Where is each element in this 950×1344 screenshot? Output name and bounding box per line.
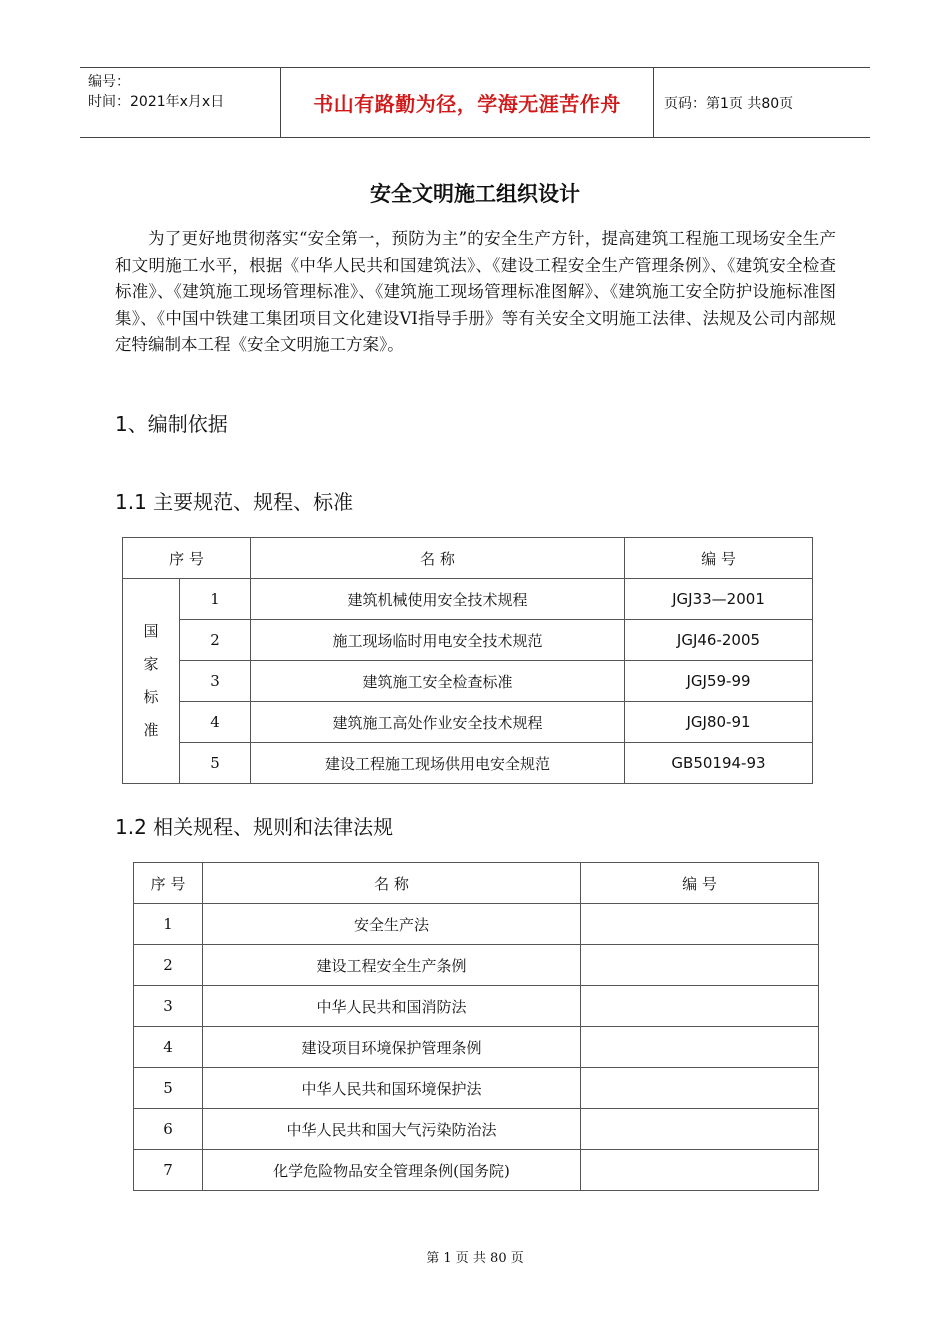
- row-name: 建设工程施工现场供用电安全规范: [251, 743, 625, 784]
- row-no: 6: [134, 1109, 203, 1150]
- row-code: [581, 1109, 819, 1150]
- row-no: 7: [134, 1150, 203, 1191]
- row-no: 3: [180, 661, 251, 702]
- regulations-table: [133, 862, 819, 1191]
- page-header: [80, 67, 870, 138]
- row-no: 5: [134, 1068, 203, 1109]
- table-row: [134, 945, 819, 986]
- row-name: 建设项目环境保护管理条例: [203, 1027, 581, 1068]
- col-header-code: 编 号: [581, 863, 819, 904]
- row-name: 建筑施工高处作业安全技术规程: [251, 702, 625, 743]
- row-code: [581, 1027, 819, 1068]
- group-label-national-standard: [123, 579, 180, 784]
- row-no: 2: [180, 620, 251, 661]
- row-name: 施工现场临时用电安全技术规范: [251, 620, 625, 661]
- header-meta: [80, 68, 280, 137]
- row-code: JGJ59-99: [625, 661, 813, 702]
- section-1-1-heading: 1.1 主要规范、规程、标准: [115, 490, 354, 514]
- table-header-row: [123, 538, 813, 579]
- group-label-char: 标: [143, 688, 159, 706]
- serial-label: 编号：: [88, 74, 130, 90]
- time-label: 时间：2021年x月x日: [88, 94, 225, 110]
- row-code: GB50194-93: [625, 743, 813, 784]
- row-name: 中华人民共和国环境保护法: [203, 1068, 581, 1109]
- row-no: 2: [134, 945, 203, 986]
- row-name: 中华人民共和国大气污染防治法: [203, 1109, 581, 1150]
- row-no: 3: [134, 986, 203, 1027]
- table-row: [123, 579, 813, 620]
- table-row: [123, 661, 813, 702]
- col-header-name: 名 称: [251, 538, 625, 579]
- group-label-char: 家: [143, 655, 159, 673]
- row-no: 5: [180, 743, 251, 784]
- row-code: JGJ46-2005: [625, 620, 813, 661]
- row-no: 1: [180, 579, 251, 620]
- group-label-char: 准: [143, 721, 159, 739]
- row-name: 建筑施工安全检查标准: [251, 661, 625, 702]
- intro-paragraph: 为了更好地贯彻落实“安全第一，预防为主”的安全生产方针，提高建筑工程施工现场安全生产和文明施工水平，根据《中华人民共和国建筑法》、《建设工程安全生产管理条例》、《建筑安全检查标准》、《建筑施工现场管理标准》、《建筑施工现场管理标准图解》、《建筑施工安全防护设施标准图集》、《中国中铁建工集团项目文化建设VI指导手册》等有关安全文明施工法律、法规及公司内部规定特编制本工程《安全文明施工方案》。: [115, 229, 836, 354]
- row-no: 4: [180, 702, 251, 743]
- col-header-name: 名 称: [203, 863, 581, 904]
- row-code: [581, 1068, 819, 1109]
- row-code: [581, 945, 819, 986]
- table-row: [123, 743, 813, 784]
- table-row: [123, 620, 813, 661]
- table-header-row: [134, 863, 819, 904]
- table-row: [134, 1150, 819, 1191]
- row-no: 4: [134, 1027, 203, 1068]
- standards-table: [122, 537, 813, 784]
- page-footer: 第 1 页 共 80 页: [426, 1251, 524, 1266]
- table-row: [134, 1068, 819, 1109]
- section-1-heading: 1、编制依据: [115, 412, 228, 436]
- table-row: [134, 1109, 819, 1150]
- table-row: [134, 1027, 819, 1068]
- row-code: [581, 1150, 819, 1191]
- row-no: 1: [134, 904, 203, 945]
- row-name: 化学危险物品安全管理条例(国务院): [203, 1150, 581, 1191]
- section-1-2-heading: 1.2 相关规程、规则和法律法规: [115, 815, 394, 839]
- group-label-char: 国: [143, 622, 159, 640]
- document-title: 安全文明施工组织设计: [370, 181, 580, 206]
- row-name: 安全生产法: [203, 904, 581, 945]
- table-row: [123, 702, 813, 743]
- table-row: [134, 904, 819, 945]
- table-row: [134, 986, 819, 1027]
- col-header-seq: 序 号: [123, 538, 251, 579]
- row-code: [581, 986, 819, 1027]
- row-name: 建筑机械使用安全技术规程: [251, 579, 625, 620]
- header-page-info: 页码：第1页 共80页: [664, 95, 794, 112]
- row-code: JGJ80-91: [625, 702, 813, 743]
- row-name: 中华人民共和国消防法: [203, 986, 581, 1027]
- row-code: [581, 904, 819, 945]
- col-header-code: 编 号: [625, 538, 813, 579]
- header-motto: 书山有路勤为径，学海无涯苦作舟: [280, 68, 654, 137]
- row-name: 建设工程安全生产条例: [203, 945, 581, 986]
- col-header-seq: 序 号: [134, 863, 203, 904]
- row-code: JGJ33—2001: [625, 579, 813, 620]
